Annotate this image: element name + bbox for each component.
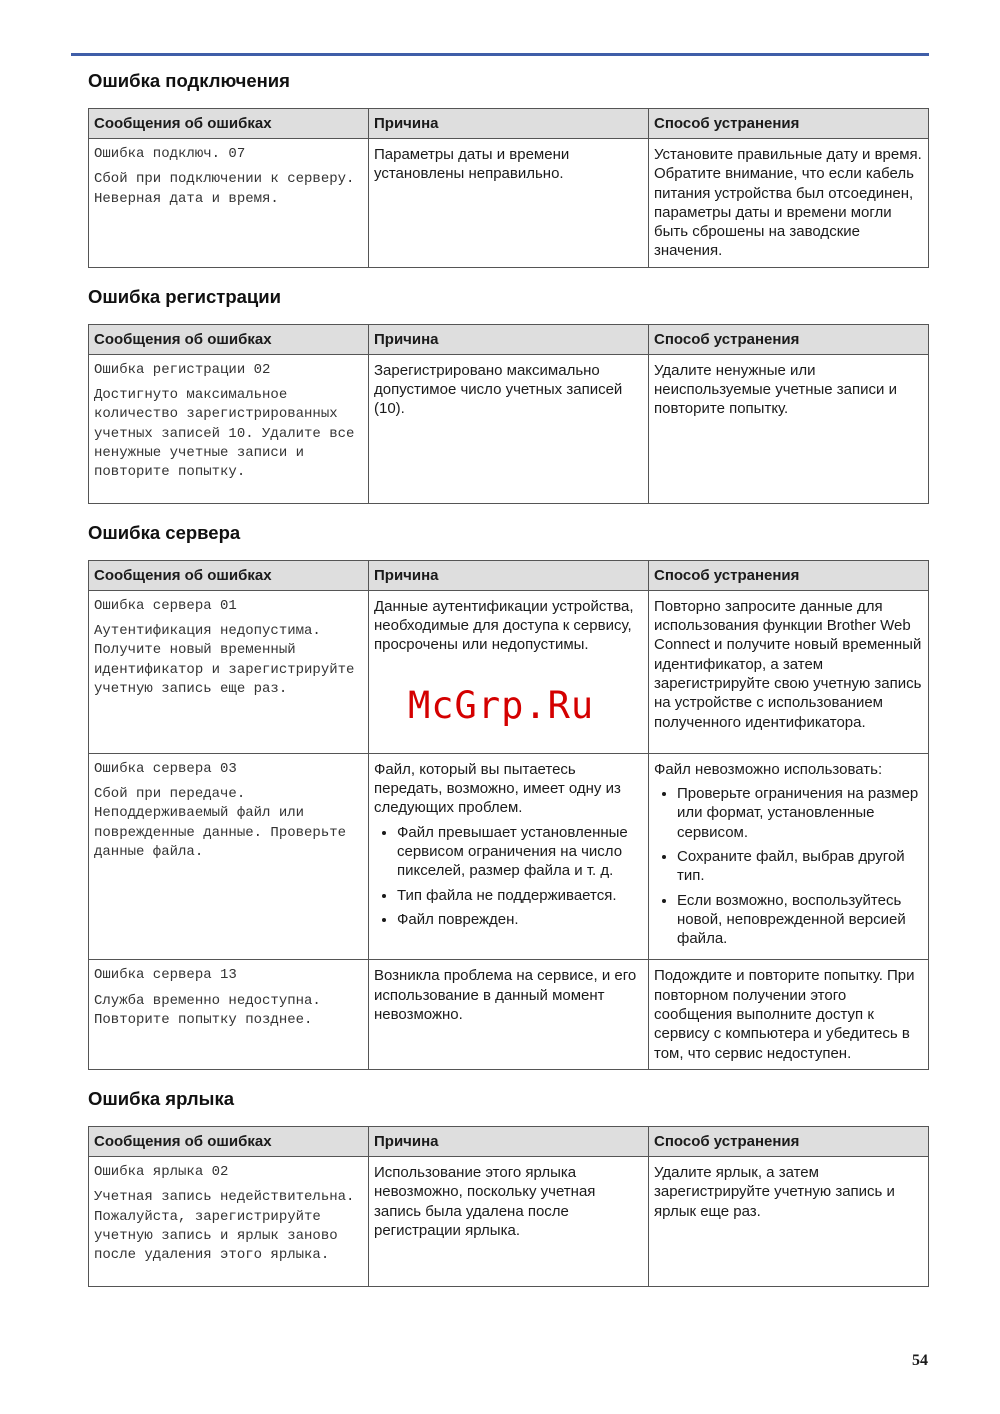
solution-cell [649, 753, 929, 960]
error-table [88, 1126, 929, 1287]
table-header-row [89, 560, 929, 590]
solution-cell: Установите правильные дату и время. Обратите внимание, что если кабель питания устройства был отсоединен, параметры даты и времени могли быть сброшены на заводские значения. [649, 139, 929, 268]
list-item: • Файл поврежден. [397, 910, 643, 929]
list-item: • Сохраните файл, выбрав другой тип. [677, 847, 923, 886]
table-row [89, 753, 929, 960]
header-solution: Способ устранения [649, 1126, 929, 1156]
error-code: Ошибка регистрации 02 [94, 361, 271, 378]
error-message: Аутентификация недопустима. Получите новый временный идентификатор и зарегистрируйте учетную запись еще раз. [94, 623, 355, 697]
cause-cell: Возникла проблема на сервисе, и его использование в данный момент невозможно. [369, 960, 649, 1069]
error-message-cell [89, 139, 369, 268]
cause-cell [369, 753, 649, 960]
error-message: Достигнуто максимальное количество зарегистрированных учетных записей 10. Удалите все ненужные учетные записи и повторите попытку. [94, 387, 355, 481]
error-code: Ошибка сервера 03 [94, 760, 237, 777]
table-header-row [89, 324, 929, 354]
solution-cell: Удалите ненужные или неиспользуемые учетные записи и повторите попытку. [649, 354, 929, 503]
list-item: • Тип файла не поддерживается. [397, 886, 643, 905]
cause-intro: Файл, который вы пытаетесь передать, возможно, имеет одну из следующих проблем. [374, 760, 621, 817]
error-message-cell [89, 753, 369, 960]
solution-cell: Подождите и повторите попытку. При повторном получении этого сообщения выполните доступ к сервису с компьютера и убедитесь в том, что сервис недоступен. [649, 960, 929, 1069]
cause-cell: Зарегистрировано максимально допустимое число учетных записей (10). [369, 354, 649, 503]
cause-cell: Параметры даты и времени установлены неправильно. [369, 139, 649, 268]
table-row [89, 590, 929, 753]
error-code: Ошибка сервера 01 [94, 597, 237, 614]
error-message-cell [89, 354, 369, 503]
error-message-cell [89, 1156, 369, 1286]
top-rule [71, 53, 929, 56]
header-messages: Сообщения об ошибках [89, 324, 369, 354]
header-solution: Способ устранения [649, 109, 929, 139]
solution-intro: Файл невозможно использовать: [654, 760, 883, 778]
header-solution: Способ устранения [649, 324, 929, 354]
table-row [89, 1156, 929, 1286]
cause-cell: Данные аутентификации устройства, необходимые для доступа к сервису, просрочены или недопустимы. [369, 590, 649, 753]
header-cause: Причина [369, 1126, 649, 1156]
section-title: Ошибка регистрации [88, 285, 282, 307]
section-title: Ошибка сервера [88, 521, 241, 543]
solution-cell: Удалите ярлык, а затем зарегистрируйте учетную запись и ярлык еще раз. [649, 1156, 929, 1286]
header-cause: Причина [369, 109, 649, 139]
error-message: Сбой при подключении к серверу. Неверная дата и время. [94, 171, 355, 207]
error-message: Учетная запись недействительна. Пожалуйста, зарегистрируйте учетную запись и ярлык заново после удаления этого ярлыка. [94, 1189, 355, 1264]
section-title: Ошибка ярлыка [88, 1087, 235, 1109]
error-message: Сбой при передаче. Неподдерживаемый файл или поврежденные данные. Проверьте данные файла. [94, 786, 347, 860]
error-message-cell [89, 960, 369, 1069]
list-item: • Если возможно, воспользуйтесь новой, неповрежденной версией файла. [677, 891, 923, 949]
error-code: Ошибка подключ. 07 [94, 146, 246, 162]
table-row [89, 139, 929, 268]
error-table [88, 324, 929, 504]
list-item: • Проверьте ограничения на размер или формат, установленные сервисом. [677, 784, 923, 842]
section-title: Ошибка подключения [88, 70, 290, 91]
table-header-row [89, 109, 929, 139]
header-cause: Причина [369, 560, 649, 590]
watermark: McGrp.Ru [408, 684, 595, 727]
header-cause: Причина [369, 324, 649, 354]
error-table [88, 108, 929, 268]
table-row [89, 960, 929, 1069]
list-item: • Файл превышает установленные сервисом ограничения на число пикселей, размер файла и т. д. [397, 823, 643, 881]
page-number: 54 [912, 1352, 928, 1369]
solution-list [654, 784, 923, 948]
header-messages: Сообщения об ошибках [89, 560, 369, 590]
header-messages: Сообщения об ошибках [89, 109, 369, 139]
error-table [88, 560, 929, 1070]
error-message: Служба временно недоступна. Повторите попытку позднее. [94, 992, 321, 1029]
solution-cell: Повторно запросите данные для использования функции Brother Web Connect и получите новый временный идентификатор, а затем зарегистрируйте свою учетную запись на устройстве с использованием полученного идентификатора. [649, 590, 929, 753]
cause-cell: Использование этого ярлыка невозможно, поскольку учетная запись была удалена после регистрации ярлыка. [369, 1156, 649, 1286]
table-header-row [89, 1126, 929, 1156]
cause-list [374, 823, 643, 929]
error-code: Ошибка сервера 13 [94, 967, 237, 984]
table-row [89, 354, 929, 503]
error-message-cell [89, 590, 369, 753]
error-code: Ошибка ярлыка 02 [94, 1163, 229, 1180]
header-messages: Сообщения об ошибках [89, 1126, 369, 1156]
header-solution: Способ устранения [649, 560, 929, 590]
